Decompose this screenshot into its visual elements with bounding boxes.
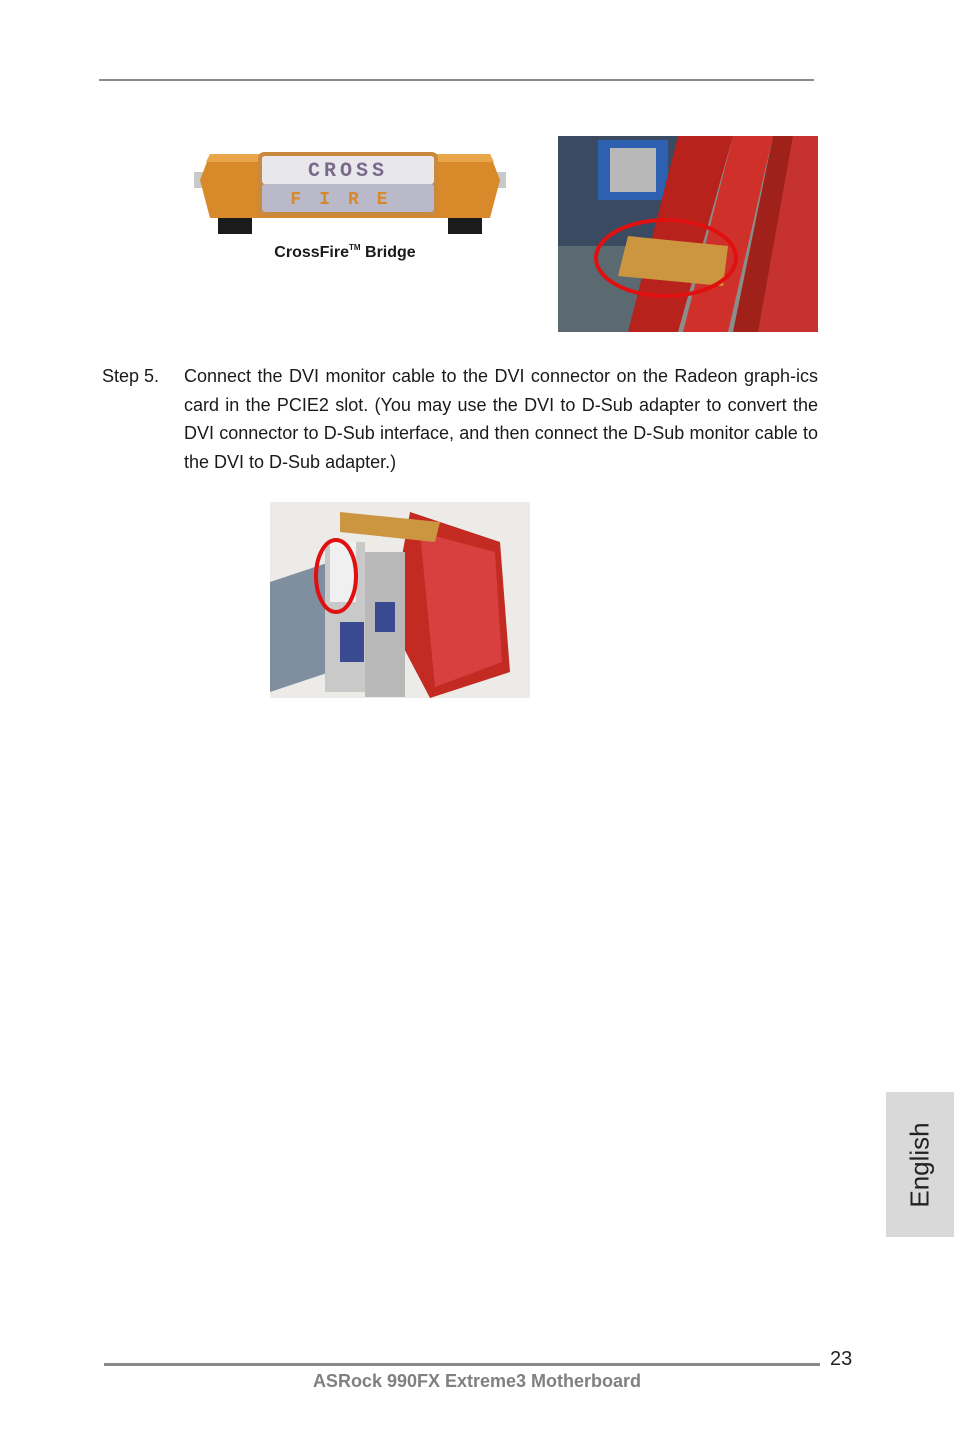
bridge-caption: CrossFire™ Bridge (274, 243, 416, 261)
top-rule (99, 79, 814, 81)
language-tab: English (886, 1092, 954, 1237)
step-text: Connect the DVI monitor cable to the DVI connector on the Radeon graph-ics card in the PCIE2 slot. (You may use the DVI to D-Sub adapter to convert the DVI connector to D-Sub interface, and then connect the D-Sub monitor cable to the DVI to D-Sub adapter.) (184, 366, 818, 473)
svg-text:CROSS: CROSS (307, 160, 389, 183)
dvi-connector-photo (270, 502, 530, 698)
crossfire-bridge-image (190, 140, 510, 240)
page-number: 23 (830, 1348, 853, 1370)
footer-title: ASRock 990FX Extreme3 Motherboard (312, 1371, 642, 1391)
step-label: Step 5. (102, 366, 160, 386)
svg-text:FIRE: FIRE (290, 190, 406, 210)
bottom-rule (104, 1363, 820, 1366)
bridge-installed-photo (558, 136, 818, 332)
